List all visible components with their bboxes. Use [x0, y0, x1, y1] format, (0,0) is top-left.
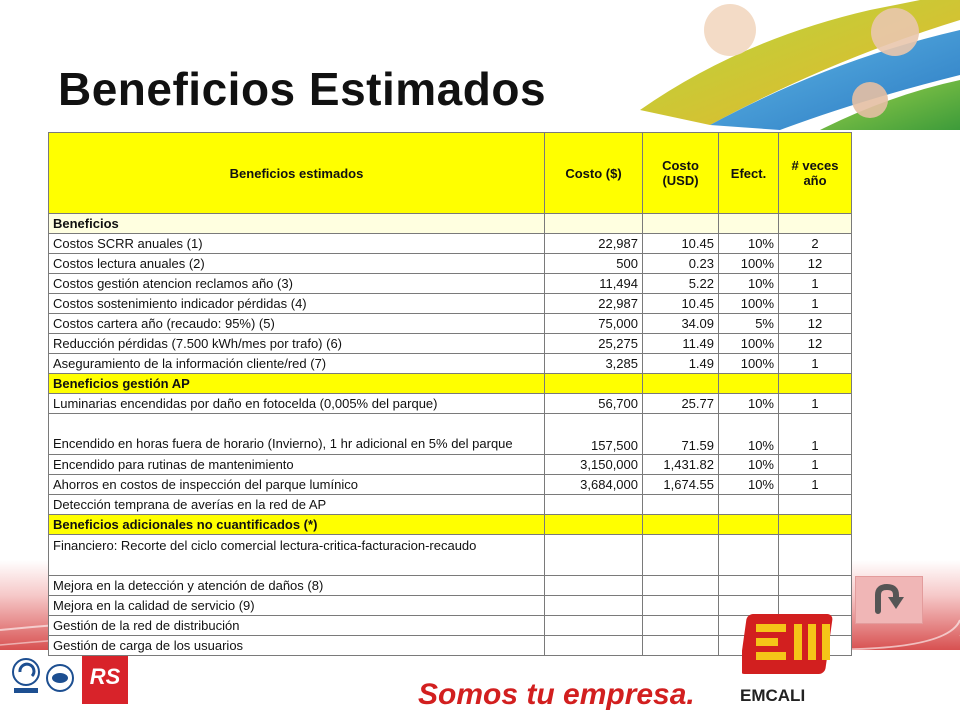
table-row — [49, 294, 852, 314]
value-cell: 157,500 — [545, 414, 643, 455]
value-cell: 1 — [779, 414, 852, 455]
benefits-table — [48, 132, 852, 656]
emcali-logo — [742, 608, 840, 688]
row-label-cell: Aseguramiento de la información cliente/red (7) — [49, 354, 545, 374]
row-label-cell: Encendido para rutinas de mantenimiento — [49, 455, 545, 475]
value-cell — [545, 616, 643, 636]
row-label-cell: Ahorros en costos de inspección del parque lumínico — [49, 475, 545, 495]
table-row — [49, 414, 852, 455]
value-cell — [545, 515, 643, 535]
value-cell: 500 — [545, 254, 643, 274]
value-cell — [719, 214, 779, 234]
value-cell: 22,987 — [545, 294, 643, 314]
value-cell: 1 — [779, 455, 852, 475]
row-label-cell: Gestión de carga de los usuarios — [49, 636, 545, 656]
value-cell: 5.22 — [643, 274, 719, 294]
row-label-cell: Costos cartera año (recaudo: 95%) (5) — [49, 314, 545, 334]
value-cell — [643, 596, 719, 616]
value-cell: 1,674.55 — [643, 475, 719, 495]
value-cell: 11.49 — [643, 334, 719, 354]
value-cell — [719, 374, 779, 394]
value-cell — [545, 495, 643, 515]
value-cell: 1.49 — [643, 354, 719, 374]
value-cell — [545, 636, 643, 656]
value-cell: 71.59 — [643, 414, 719, 455]
value-cell — [779, 214, 852, 234]
value-cell: 10% — [719, 475, 779, 495]
value-cell: 0.23 — [643, 254, 719, 274]
row-label-cell: Beneficios — [49, 214, 545, 234]
value-cell — [779, 535, 852, 576]
value-cell — [643, 374, 719, 394]
value-cell: 100% — [719, 294, 779, 314]
row-label-cell: Luminarias encendidas por daño en fotocelda (0,005% del parque) — [49, 394, 545, 414]
row-label-cell: Beneficios adicionales no cuantificados (*) — [49, 515, 545, 535]
table-row — [49, 616, 852, 636]
row-label-cell: Gestión de la red de distribución — [49, 616, 545, 636]
table-row — [49, 254, 852, 274]
page-title: Beneficios Estimados — [58, 63, 547, 115]
back-button[interactable] — [855, 576, 923, 624]
value-cell: 12 — [779, 314, 852, 334]
row-label-cell: Beneficios gestión AP — [49, 374, 545, 394]
row-label-cell: Costos gestión atencion reclamos año (3) — [49, 274, 545, 294]
table-row — [49, 535, 852, 576]
value-cell — [719, 576, 779, 596]
value-cell: 1 — [779, 394, 852, 414]
column-header: # veces año — [779, 133, 852, 214]
row-label-cell: Detección temprana de averías en la red de AP — [49, 495, 545, 515]
value-cell: 22,987 — [545, 234, 643, 254]
table-row — [49, 274, 852, 294]
value-cell: 1 — [779, 294, 852, 314]
value-cell: 1,431.82 — [643, 455, 719, 475]
table-row — [49, 596, 852, 616]
table-section-row — [49, 515, 852, 535]
value-cell: 10% — [719, 455, 779, 475]
value-cell — [643, 616, 719, 636]
row-label-cell: Costos sostenimiento indicador pérdidas (4) — [49, 294, 545, 314]
table-row — [49, 636, 852, 656]
value-cell: 10% — [719, 414, 779, 455]
value-cell: 1 — [779, 354, 852, 374]
value-cell: 34.09 — [643, 314, 719, 334]
footer-slogan: Somos tu empresa. — [418, 678, 695, 711]
column-header: Costo (USD) — [643, 133, 719, 214]
value-cell: 10% — [719, 234, 779, 254]
rs-social-badge: RS — [82, 656, 128, 704]
value-cell: 12 — [779, 254, 852, 274]
value-cell — [779, 374, 852, 394]
table-row — [49, 455, 852, 475]
value-cell: 10.45 — [643, 234, 719, 254]
row-label-cell: Reducción pérdidas (7.500 kWh/mes por trafo) (6) — [49, 334, 545, 354]
value-cell: 75,000 — [545, 314, 643, 334]
row-label-cell: Mejora en la detección y atención de daños (8) — [49, 576, 545, 596]
row-label-cell: Costos SCRR anuales (1) — [49, 234, 545, 254]
value-cell: 56,700 — [545, 394, 643, 414]
quality-seal-icon — [44, 662, 76, 702]
row-label-cell: Mejora en la calidad de servicio (9) — [49, 596, 545, 616]
table-row — [49, 334, 852, 354]
value-cell: 100% — [719, 254, 779, 274]
column-header: Beneficios estimados — [49, 133, 545, 214]
value-cell: 3,150,000 — [545, 455, 643, 475]
column-header: Efect. — [719, 133, 779, 214]
certification-seal-icon — [10, 656, 42, 696]
value-cell — [643, 535, 719, 576]
table-section-row — [49, 374, 852, 394]
table-row — [49, 234, 852, 254]
value-cell — [545, 535, 643, 576]
value-cell: 25.77 — [643, 394, 719, 414]
value-cell — [545, 576, 643, 596]
value-cell — [545, 214, 643, 234]
value-cell — [545, 596, 643, 616]
table-row — [49, 576, 852, 596]
value-cell — [643, 214, 719, 234]
value-cell: 12 — [779, 334, 852, 354]
u-turn-arrow-icon — [856, 577, 922, 623]
table-row — [49, 495, 852, 515]
value-cell: 2 — [779, 234, 852, 254]
value-cell: 10% — [719, 394, 779, 414]
value-cell: 5% — [719, 314, 779, 334]
table-section-row — [49, 214, 852, 234]
table-header-row — [49, 133, 852, 214]
value-cell — [779, 576, 852, 596]
value-cell — [719, 535, 779, 576]
value-cell: 100% — [719, 334, 779, 354]
value-cell — [719, 495, 779, 515]
table-row — [49, 354, 852, 374]
header-decorative-banner — [620, 0, 960, 130]
value-cell — [719, 515, 779, 535]
column-header: Costo ($) — [545, 133, 643, 214]
table-row — [49, 475, 852, 495]
value-cell — [643, 636, 719, 656]
value-cell: 25,275 — [545, 334, 643, 354]
row-label-cell: Financiero: Recorte del ciclo comercial lectura-critica-facturacion-recaudo — [49, 535, 545, 576]
brand-name: EMCALI — [740, 686, 806, 705]
value-cell — [779, 515, 852, 535]
row-label-cell: Encendido en horas fuera de horario (Invierno), 1 hr adicional en 5% del parque — [49, 414, 545, 455]
value-cell — [643, 576, 719, 596]
value-cell — [643, 495, 719, 515]
value-cell: 100% — [719, 354, 779, 374]
value-cell: 10.45 — [643, 294, 719, 314]
value-cell: 3,285 — [545, 354, 643, 374]
value-cell — [545, 374, 643, 394]
value-cell — [779, 495, 852, 515]
value-cell: 3,684,000 — [545, 475, 643, 495]
value-cell: 1 — [779, 475, 852, 495]
table-row — [49, 314, 852, 334]
value-cell: 10% — [719, 274, 779, 294]
table-row — [49, 394, 852, 414]
value-cell: 1 — [779, 274, 852, 294]
value-cell: 11,494 — [545, 274, 643, 294]
value-cell — [643, 515, 719, 535]
row-label-cell: Costos lectura anuales (2) — [49, 254, 545, 274]
